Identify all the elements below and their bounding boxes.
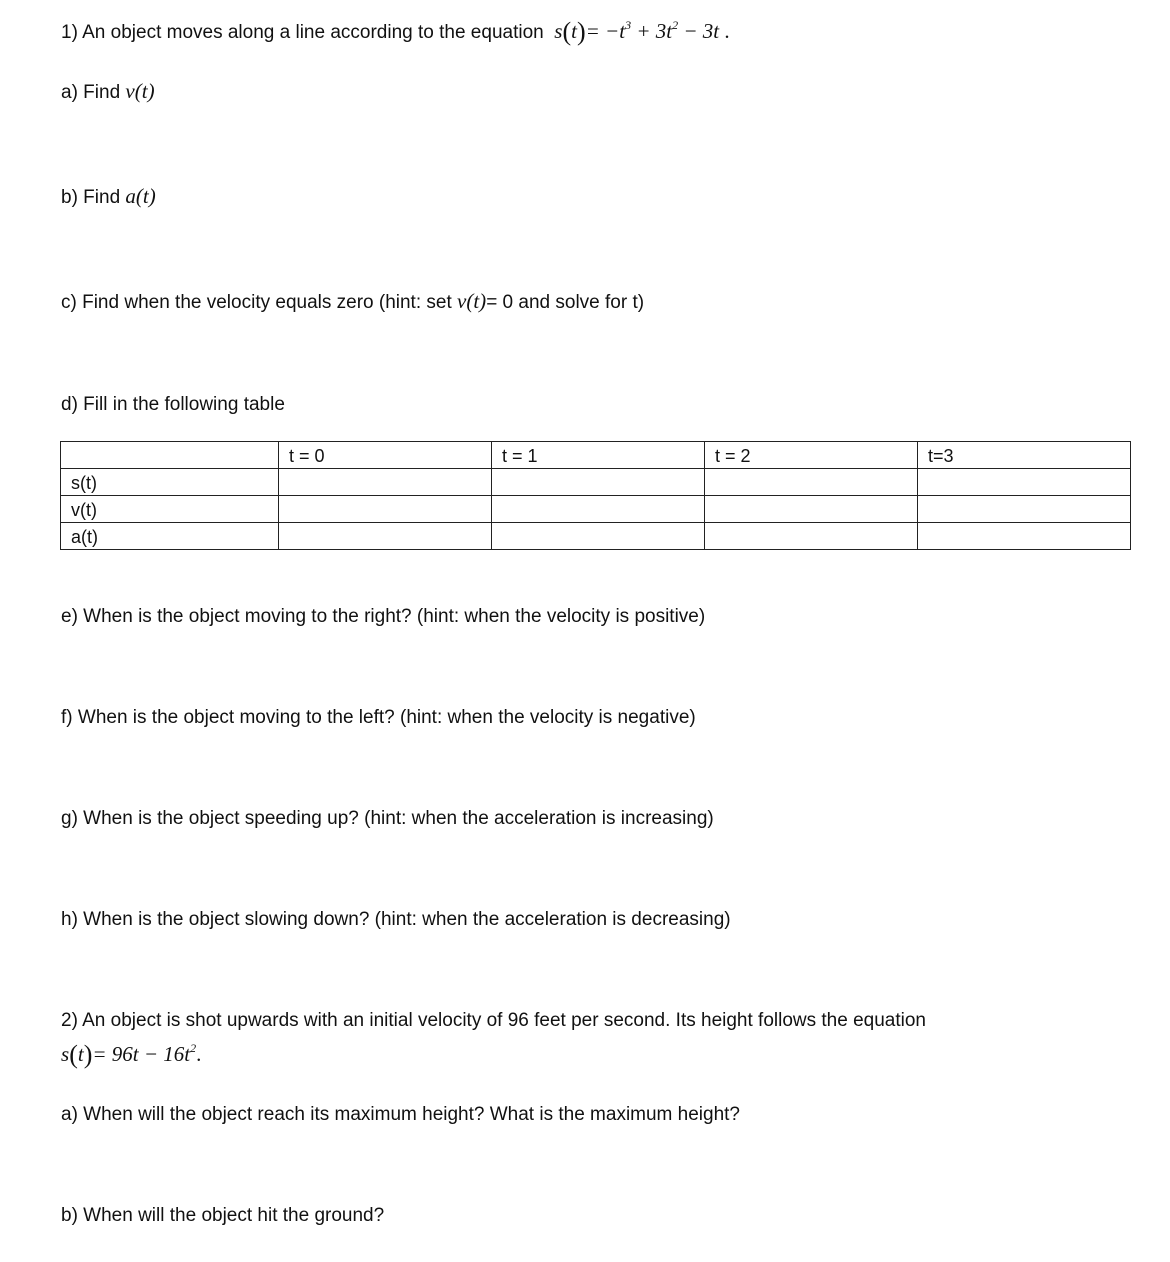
table-header-cell: t = 2: [705, 442, 918, 469]
q1c-line: [61, 289, 644, 315]
table-row: [61, 469, 1131, 496]
q1-eq-exp-1: 3: [625, 18, 632, 32]
table-cell[interactable]: [918, 496, 1131, 523]
q1-eq-exp-2: 2: [672, 18, 679, 32]
q1-eq-end: .: [719, 19, 730, 43]
q1-eq-var: t: [571, 19, 577, 43]
q1-eq-term-3: − 3t: [678, 19, 720, 43]
q1-eq-paren-open: (: [562, 17, 572, 46]
q1g-line: [61, 807, 714, 831]
table-row: [61, 496, 1131, 523]
q2-equation: [61, 1040, 202, 1069]
q1e-text: e) When is the object moving to the right? (hint: when the velocity is positive): [61, 606, 706, 627]
q2-equation-line: [61, 1042, 201, 1068]
table-header-cell: [61, 442, 279, 469]
q1h-text: h) When is the object slowing down? (hint: when the acceleration is decreasing): [61, 909, 731, 930]
q2-intro-line: [61, 1009, 926, 1033]
q1d-line: [61, 393, 285, 417]
table-cell[interactable]: [918, 469, 1131, 496]
q1b-line: [61, 184, 156, 210]
q2-eq-term-1: = 96t − 16t: [92, 1042, 191, 1066]
q1g-text: g) When is the object speeding up? (hint: when the acceleration is increasing): [61, 808, 714, 829]
table-header-row: [61, 442, 1131, 469]
table-cell[interactable]: [279, 496, 492, 523]
table-cell[interactable]: [492, 496, 705, 523]
table-header-cell: t = 1: [492, 442, 705, 469]
q1-eq-term-2: + 3t: [631, 19, 673, 43]
q2a-line: [61, 1103, 740, 1127]
q1a-label: a) Find: [61, 82, 121, 103]
table-header-cell: t=3: [918, 442, 1131, 469]
table-row-label: a(t): [61, 523, 279, 550]
q2-eq-lhs: s: [61, 1042, 70, 1066]
q2b-text: b) When will the object hit the ground?: [61, 1205, 385, 1226]
q1h-line: [61, 908, 731, 932]
table-header-cell: t = 0: [279, 442, 492, 469]
q2-eq-paren-close: ): [83, 1040, 93, 1069]
q1-eq-paren-close: ): [576, 17, 586, 46]
q2a-text: a) When will the object reach its maximum height? What is the maximum height?: [61, 1104, 740, 1125]
q1c-text: c) Find when the velocity equals zero (hint: set: [61, 292, 452, 313]
q1a-math: v(t): [125, 79, 155, 103]
q2-eq-exp-1: 2: [190, 1041, 197, 1055]
q1c-math: v(t): [457, 289, 487, 313]
table-cell[interactable]: [279, 469, 492, 496]
table-row: [61, 523, 1131, 550]
q1c-text-2: = 0 and solve for t): [486, 292, 645, 313]
q1f-line: [61, 706, 696, 730]
q2-intro-text: 2) An object is shot upwards with an initial velocity of 96 feet per second. Its height follows the equation: [61, 1010, 927, 1031]
table-cell[interactable]: [705, 469, 918, 496]
q2b-line: [61, 1204, 384, 1228]
q2-eq-var: t: [77, 1042, 84, 1066]
q2-eq-end: .: [196, 1042, 202, 1066]
table-cell[interactable]: [705, 496, 918, 523]
q1-intro-line: [61, 19, 730, 45]
q1e-line: [61, 605, 705, 629]
table-cell[interactable]: [492, 469, 705, 496]
values-table: [60, 441, 1131, 550]
table-cell[interactable]: [492, 523, 705, 550]
q1d-text: d) Fill in the following table: [61, 394, 285, 415]
q1f-text: f) When is the object moving to the left? (hint: when the velocity is negative): [61, 707, 696, 728]
q1b-math: a(t): [125, 184, 156, 208]
table-cell[interactable]: [918, 523, 1131, 550]
table-row-label: v(t): [61, 496, 279, 523]
q1b-label: b) Find: [61, 187, 121, 208]
q1-intro-text: 1) An object moves along a line according to the equation: [61, 22, 544, 43]
q1-eq-term-1: = −t: [585, 19, 626, 43]
table-cell[interactable]: [279, 523, 492, 550]
q1a-line: [61, 79, 155, 105]
q1-equation: [549, 17, 730, 46]
table-cell[interactable]: [705, 523, 918, 550]
table-row-label: s(t): [61, 469, 279, 496]
q2-eq-paren-open: (: [69, 1040, 78, 1069]
q1-eq-lhs: s: [554, 19, 563, 43]
